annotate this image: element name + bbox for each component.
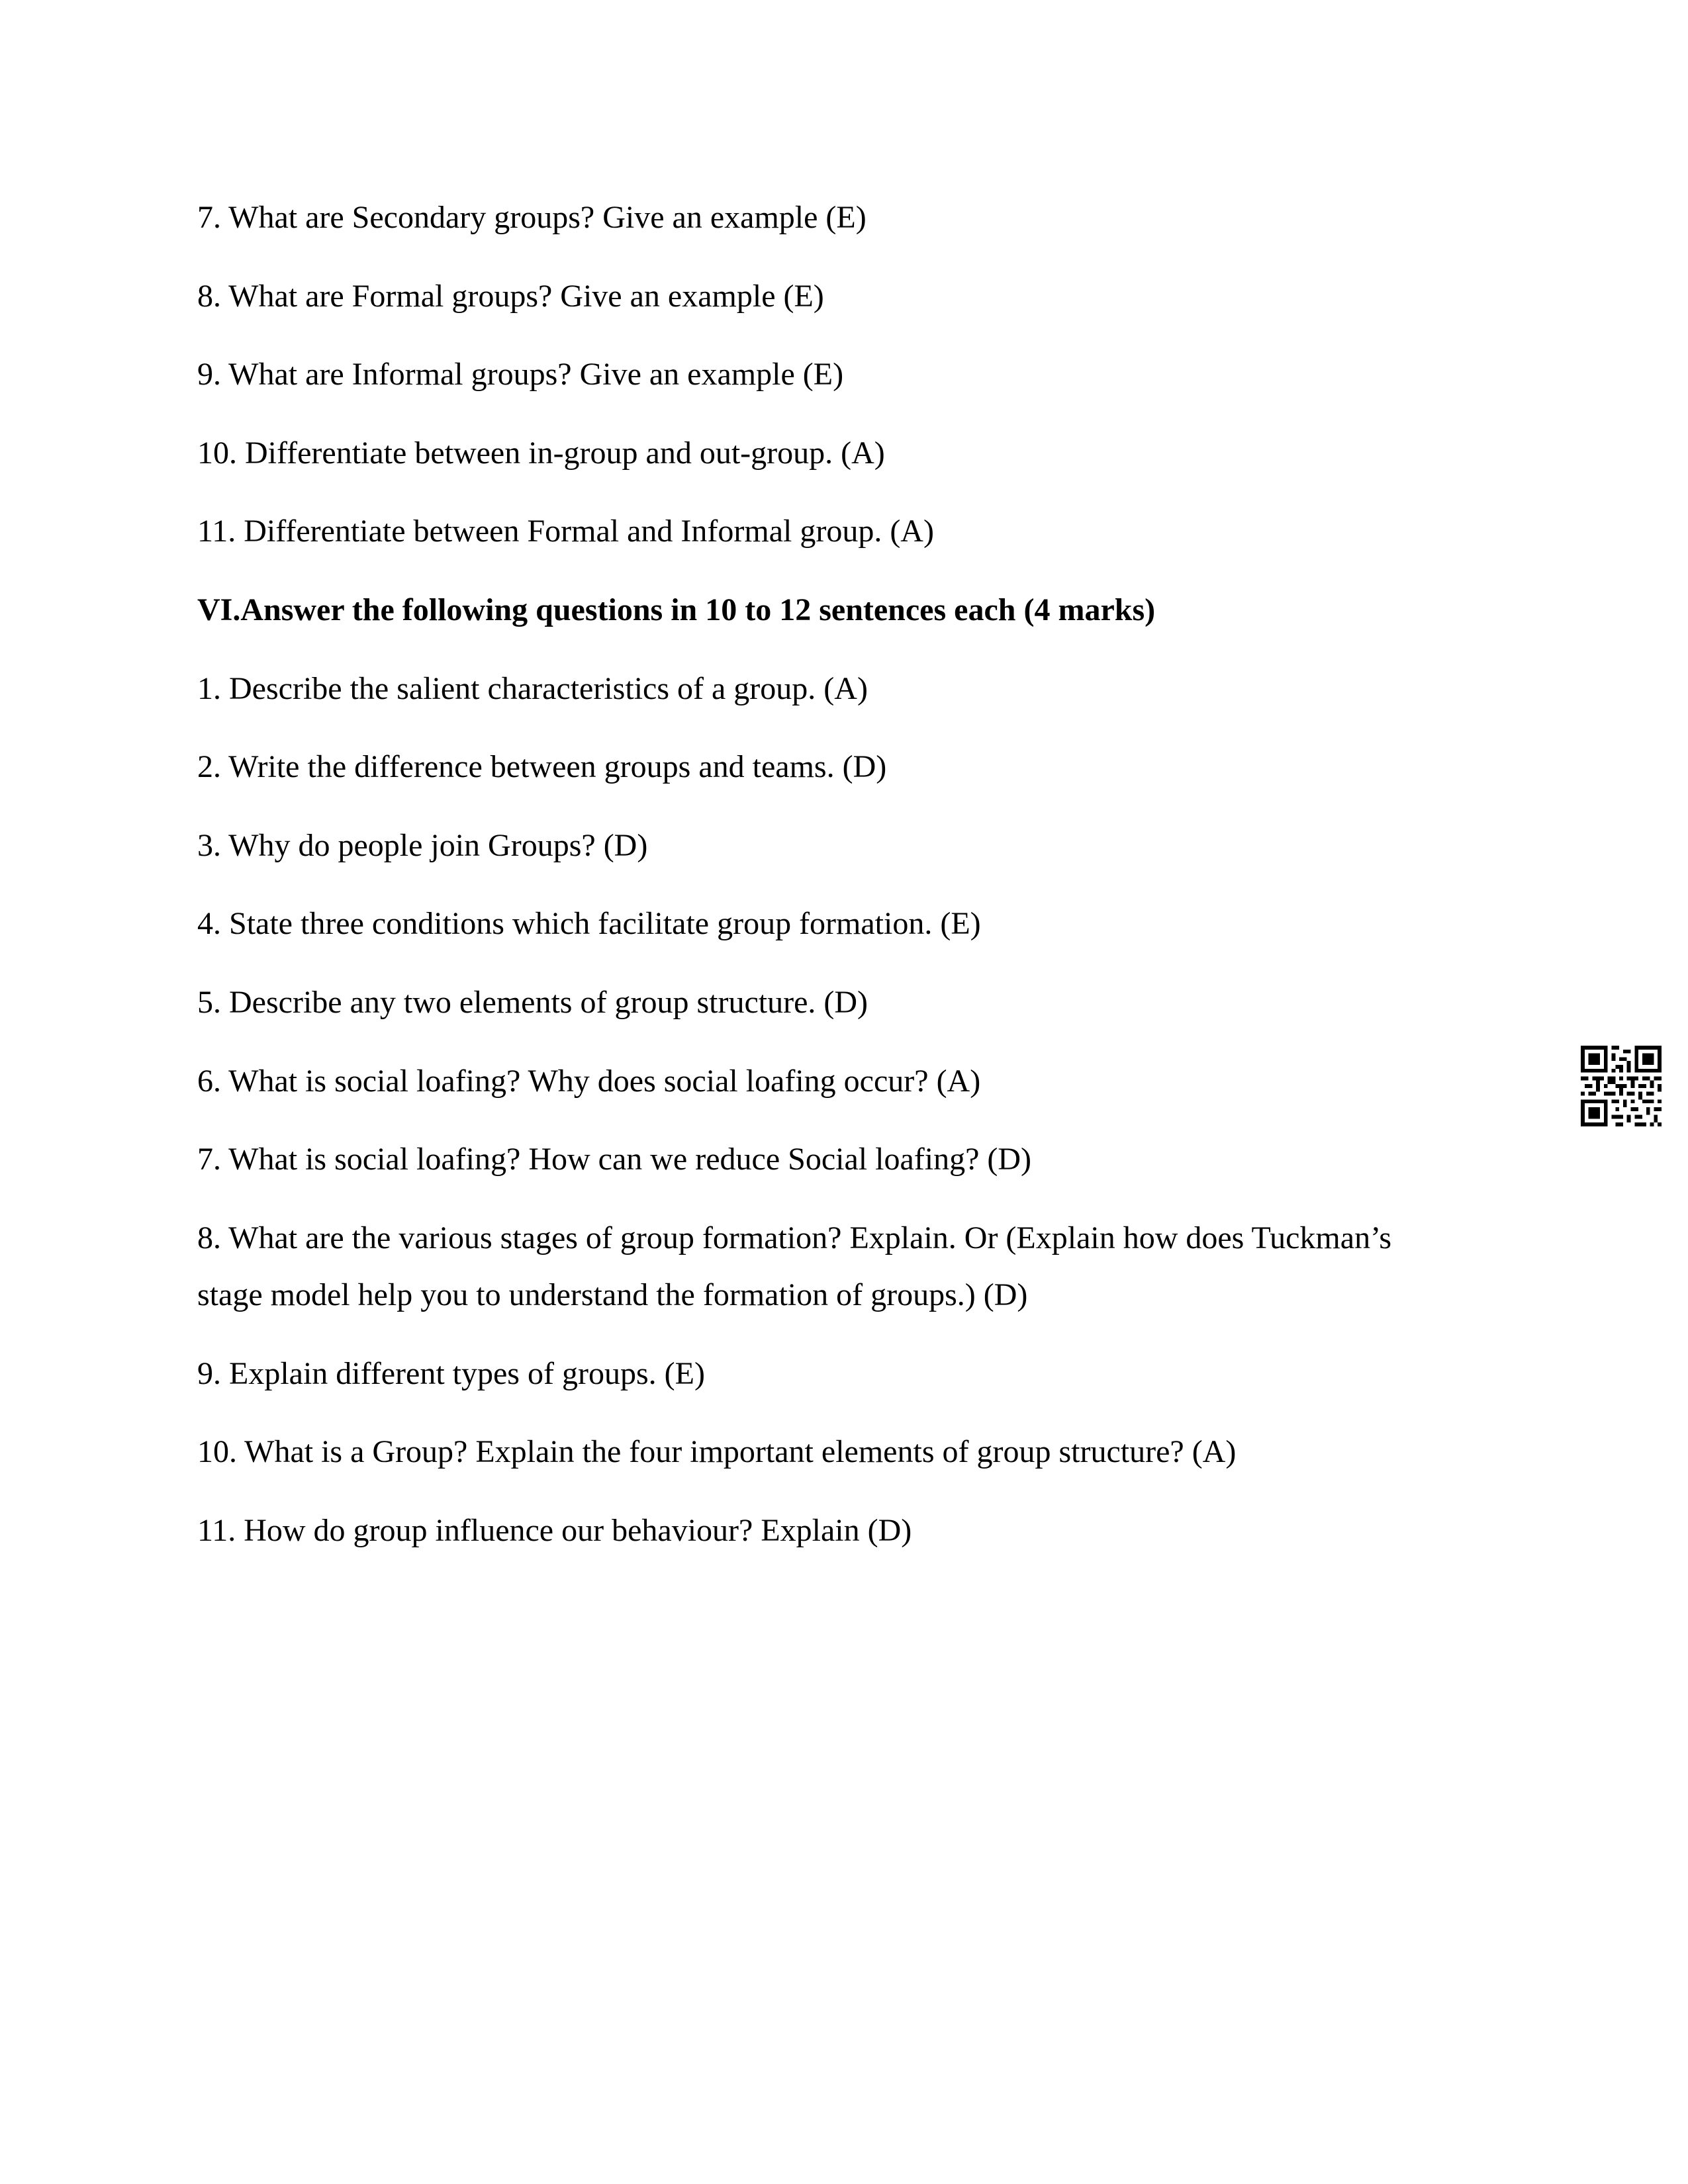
question-v-7: 7. What are Secondary groups? Give an example (E) <box>197 200 867 235</box>
question-vi-1: 1. Describe the salient characteristics of a group. (A) <box>197 671 868 706</box>
question-vi-8-line-2: stage model help you to understand the formation of groups.) (D) <box>197 1277 1028 1312</box>
question-vi-11: 11. How do group influence our behaviour? Explain (D) <box>197 1513 912 1548</box>
question-v-9: 9. What are Informal groups? Give an example (E) <box>197 357 844 392</box>
question-vi-8-line-1: 8. What are the various stages of group formation? Explain. Or (Explain how does Tuckman’s <box>197 1220 1392 1255</box>
question-v-11: 11. Differentiate between Formal and Informal group. (A) <box>197 514 934 549</box>
question-vi-9: 9. Explain different types of groups. (E) <box>197 1356 705 1391</box>
question-vi-10: 10. What is a Group? Explain the four important elements of group structure? (A) <box>197 1434 1237 1469</box>
qr-code-icon <box>1581 1046 1662 1126</box>
question-vi-4: 4. State three conditions which facilitate group formation. (E) <box>197 906 981 941</box>
question-v-10: 10. Differentiate between in-group and out-group. (A) <box>197 435 885 471</box>
question-vi-2: 2. Write the difference between groups and teams. (D) <box>197 749 887 784</box>
question-vi-7: 7. What is social loafing? How can we reduce Social loafing? (D) <box>197 1142 1031 1177</box>
section-vi-heading: VI.Answer the following questions in 10 to 12 sentences each (4 marks) <box>197 592 1156 627</box>
question-vi-3: 3. Why do people join Groups? (D) <box>197 828 648 863</box>
question-vi-6: 6. What is social loafing? Why does social loafing occur? (A) <box>197 1064 981 1099</box>
question-vi-5: 5. Describe any two elements of group structure. (D) <box>197 985 868 1020</box>
question-v-8: 8. What are Formal groups? Give an example (E) <box>197 279 824 314</box>
